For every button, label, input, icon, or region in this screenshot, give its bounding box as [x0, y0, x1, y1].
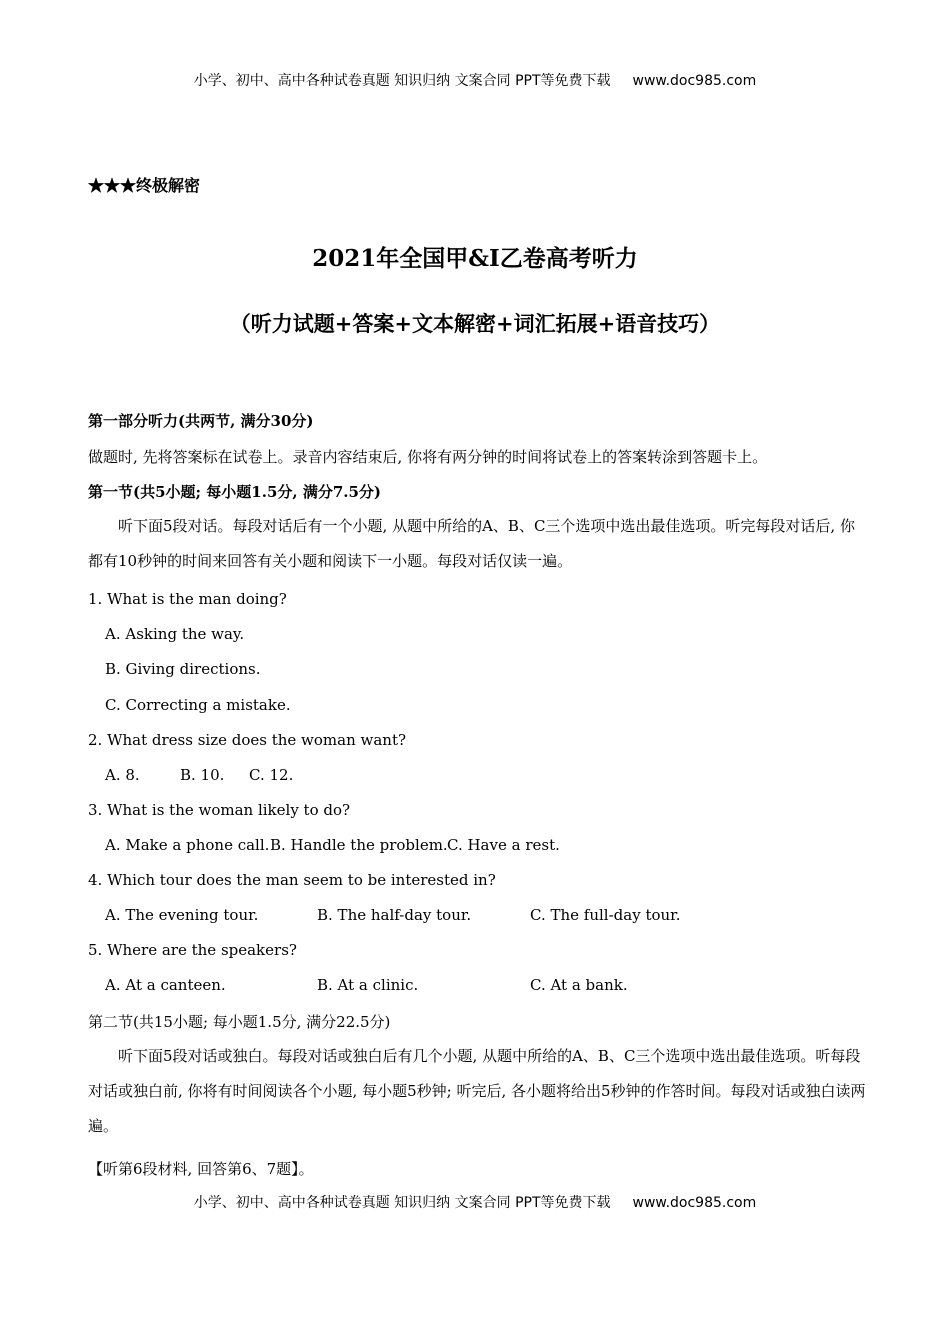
- page-title: 2021年全国甲&I乙卷高考听力: [312, 245, 638, 272]
- section2-material: 【听第6段材料, 回答第6、7题】。: [88, 1160, 314, 1178]
- q1-option-a: A. Asking the way.: [105, 625, 245, 643]
- section1-heading: 第一节(共5小题; 每小题1.5分, 满分7.5分): [88, 483, 382, 501]
- q5-option-c: C. At a bank.: [530, 976, 628, 994]
- q2-option-a: A. 8.: [105, 766, 140, 784]
- q4-option-b: B. The half-day tour.: [317, 906, 472, 924]
- q2-option-c: C. 12.: [249, 766, 294, 784]
- question-2: 2. What dress size does the woman want?: [88, 731, 407, 749]
- page-header: [0, 70, 950, 90]
- page-subtitle: （听力试题+答案+文本解密+词汇拓展+语音技巧）: [229, 311, 721, 336]
- question-5: 5. Where are the speakers?: [88, 941, 297, 959]
- question-4: 4. Which tour does the man seem to be interested in?: [88, 871, 496, 889]
- part1-instruction: 做题时, 先将答案标在试卷上。录音内容结束后, 你将有两分钟的时间将试卷上的答案转涂到答题卡上。: [88, 448, 768, 466]
- q5-option-b: B. At a clinic.: [317, 976, 419, 994]
- q3-option-b: B. Handle the problem.: [270, 836, 448, 854]
- q3-option-a: A. Make a phone call.: [105, 836, 270, 854]
- q5-option-a: A. At a canteen.: [105, 976, 226, 994]
- header-text: 小学、初中、高中各种试卷真题 知识归纳 文案合同 PPT等免费下载: [193, 73, 611, 89]
- part1-heading: 第一部分听力(共两节, 满分30分): [88, 412, 314, 430]
- footer-site[interactable]: www.doc985.com: [632, 1195, 757, 1211]
- footer-text: 小学、初中、高中各种试卷真题 知识归纳 文案合同 PPT等免费下载: [193, 1195, 611, 1211]
- section2-instruction: 听下面5段对话或独白。每段对话或独白后有几个小题, 从题中所给的A、B、C三个选项中选出最佳选项。听每段对话或独白前, 你将有时间阅读各个小题, 每小题5秒钟; 听完后, 各小题将给出5秒钟的作答时间。每段对话或独白读两遍。: [88, 1047, 866, 1135]
- q4-option-c: C. The full-day tour.: [530, 906, 681, 924]
- q1-option-b: B. Giving directions.: [105, 660, 261, 678]
- section2-heading: 第二节(共15小题; 每小题1.5分, 满分22.5分): [88, 1013, 391, 1031]
- q1-option-c: C. Correcting a mistake.: [105, 696, 291, 714]
- top-label: ★★★终极解密: [88, 176, 201, 195]
- q3-option-c: C. Have a rest.: [447, 836, 560, 854]
- header-site[interactable]: www.doc985.com: [632, 73, 757, 89]
- question-1: 1. What is the man doing?: [88, 590, 287, 608]
- page-footer: [0, 1192, 950, 1212]
- section1-instruction: 听下面5段对话。每段对话后有一个小题, 从题中所给的A、B、C三个选项中选出最佳选项。听完每段对话后, 你都有10秒钟的时间来回答有关小题和阅读下一小题。每段对话仅读一遍。: [88, 517, 855, 570]
- q4-option-a: A. The evening tour.: [105, 906, 259, 924]
- q2-option-b: B. 10.: [180, 766, 225, 784]
- question-3: 3. What is the woman likely to do?: [88, 801, 351, 819]
